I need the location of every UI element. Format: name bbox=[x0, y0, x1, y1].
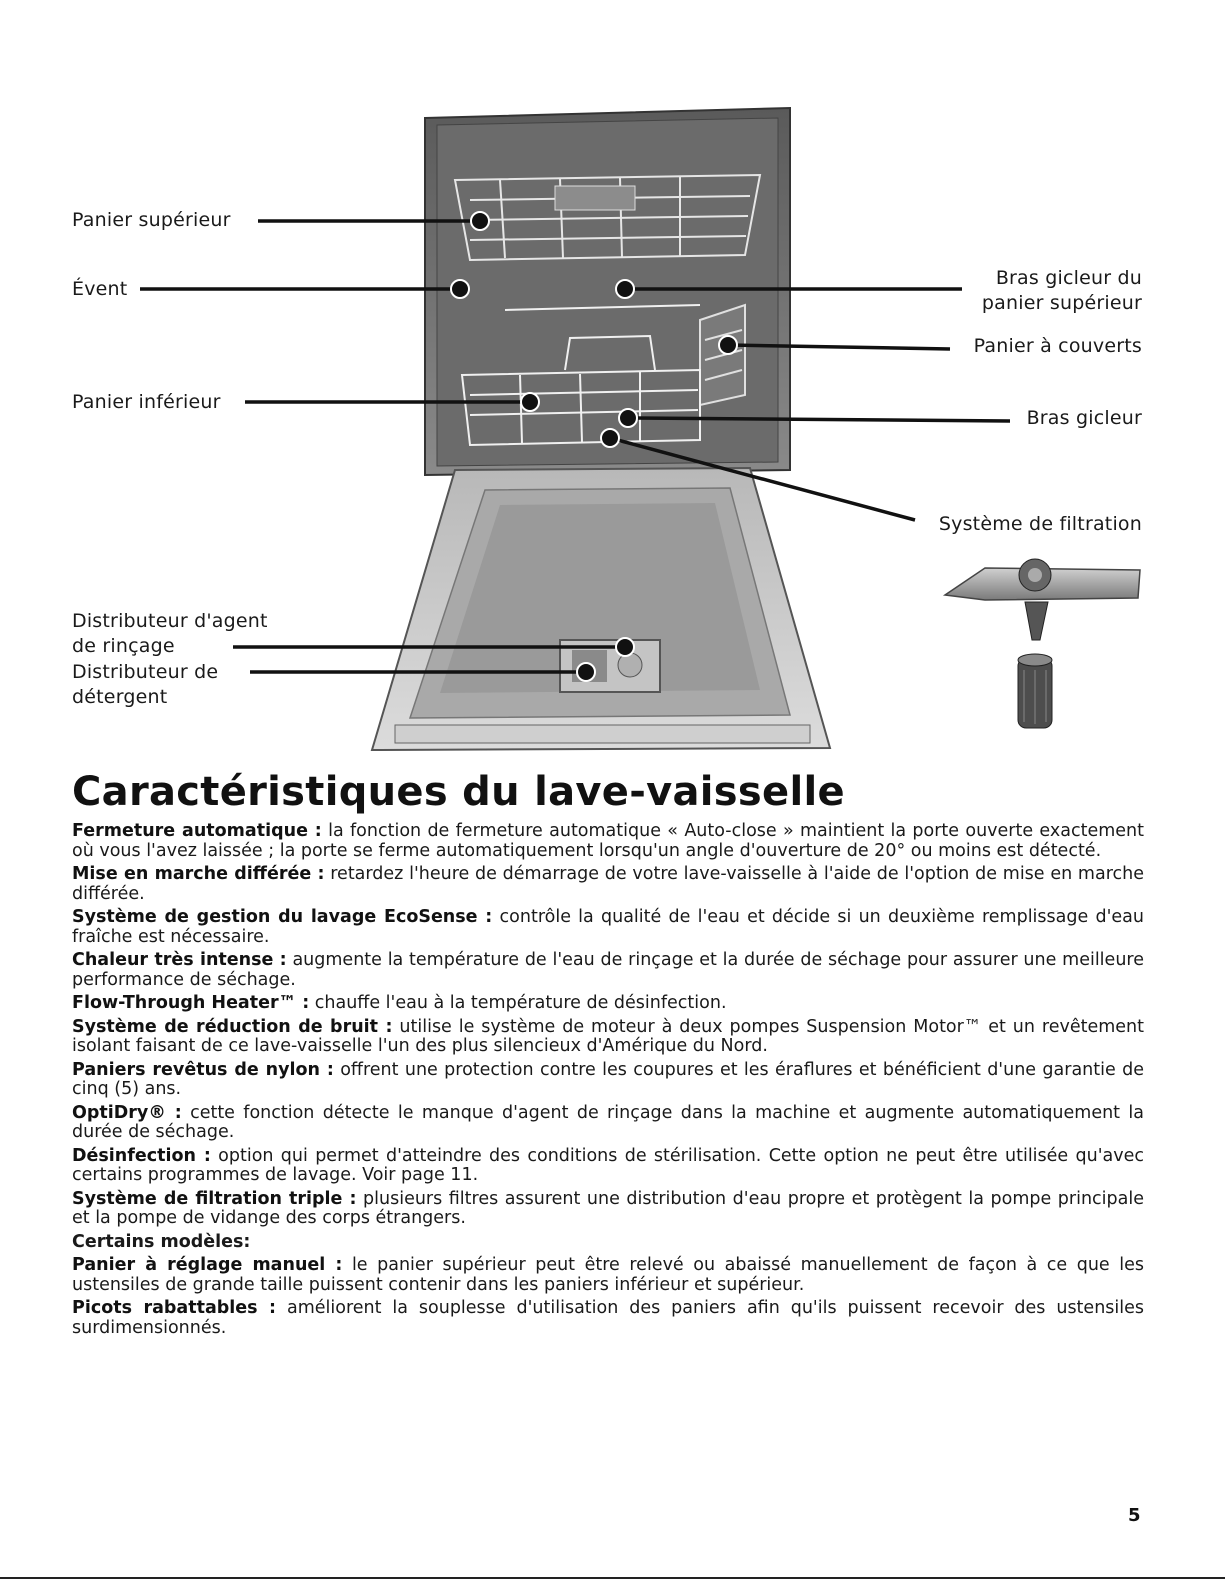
label-rinse-dispenser-line-2: de rinçage bbox=[72, 635, 175, 657]
label-upper-spray-arm bbox=[960, 266, 1142, 316]
feature-item bbox=[72, 951, 1144, 990]
feature-term: Flow-Through Heater™ : bbox=[72, 993, 310, 1013]
features-list bbox=[72, 822, 1144, 1342]
feature-text: retardez l'heure de démarrage de votre lave-vaisselle à l'aide de l'option de mise en marche différée. bbox=[72, 864, 1144, 904]
silverware-basket-graphic bbox=[700, 305, 745, 405]
feature-term: Désinfection : bbox=[72, 1145, 211, 1166]
feature-text: augmente la température de l'eau de rinçage et la durée de séchage pour assurer une meilleure performance de séchage. bbox=[72, 950, 1144, 990]
dishwasher-photo bbox=[372, 108, 830, 750]
label-upper-rack: Panier supérieur bbox=[72, 209, 231, 231]
feature-item bbox=[72, 994, 1144, 1014]
feature-term: Panier à réglage manuel : bbox=[72, 1255, 343, 1275]
feature-term: Picots rabattables : bbox=[72, 1298, 277, 1318]
feature-item bbox=[72, 1147, 1144, 1186]
feature-text: améliorent la souplesse d'utilisation des paniers afin qu'ils puissent recevoir des ustensiles surdimensionnés. bbox=[72, 1298, 1145, 1338]
filtration-system-graphic bbox=[945, 559, 1140, 728]
feature-text: plusieurs filtres assurent une distribution d'eau propre et protègent la pompe principale et la pompe de vidange des corps étrangers. bbox=[72, 1188, 1144, 1228]
label-detergent-dispenser-line-2: détergent bbox=[72, 686, 168, 708]
feature-term: Chaleur très intense : bbox=[72, 950, 287, 970]
some-models-heading: Certains modèles: bbox=[72, 1231, 251, 1252]
label-upper-spray-arm-line-2: panier supérieur bbox=[981, 292, 1142, 314]
feature-term: Fermeture automatique : bbox=[72, 821, 322, 841]
feature-text: chauffe l'eau à la température de désinfection. bbox=[309, 993, 727, 1013]
feature-item bbox=[72, 1018, 1144, 1057]
label-detergent-dispenser bbox=[72, 660, 218, 710]
feature-item bbox=[72, 1104, 1144, 1143]
feature-term: Système de réduction de bruit : bbox=[72, 1016, 393, 1037]
feature-text: le panier supérieur peut être relevé ou abaissé manuellement de façon à ce que les ustensiles de grande taille puissent contenir dans les paniers inférieur et supérieur. bbox=[72, 1255, 1144, 1295]
feature-item bbox=[72, 865, 1144, 904]
page-number: 5 bbox=[1128, 1505, 1141, 1526]
feature-term: Système de filtration triple : bbox=[72, 1188, 357, 1209]
feature-text: cette fonction détecte le manque d'agent de rinçage dans la machine et augmente automatiquement la durée de séchage. bbox=[72, 1102, 1144, 1142]
feature-item bbox=[72, 1256, 1144, 1295]
label-rinse-dispenser bbox=[72, 609, 268, 659]
feature-text: utilise le système de moteur à deux pompes Suspension Motor™ et un revêtement isolant faisant de ce lave-vaisselle l'un des plus silencieux d'Amérique du Nord. bbox=[72, 1016, 1144, 1056]
feature-term: Système de gestion du lavage EcoSense : bbox=[72, 907, 493, 927]
feature-term: OptiDry® : bbox=[72, 1102, 182, 1123]
feature-text: option qui permet d'atteindre des conditions de stérilisation. Cette option ne peut être utilisée qu'avec certains programmes de lavage. Voir page 11. bbox=[72, 1145, 1144, 1185]
feature-item bbox=[72, 908, 1144, 947]
label-silverware-basket: Panier à couverts bbox=[973, 335, 1142, 357]
feature-text: contrôle la qualité de l'eau et décide si un deuxième remplissage d'eau fraîche est nécessaire. bbox=[72, 907, 1144, 947]
feature-text: offrent une protection contre les coupures et les éraflures et bénéficient d'une garantie de cinq (5) ans. bbox=[72, 1059, 1144, 1099]
feature-item bbox=[72, 1299, 1144, 1338]
label-vent: Évent bbox=[72, 278, 128, 300]
feature-item bbox=[72, 822, 1144, 861]
label-lower-rack: Panier inférieur bbox=[72, 391, 221, 413]
feature-item bbox=[72, 1190, 1144, 1229]
label-spray-arm: Bras gicleur bbox=[1026, 407, 1142, 429]
feature-text: la fonction de fermeture automatique « Auto-close » maintient la porte ouverte exactement où vous l'avez laissée ; la porte se ferme automatiquement lorsqu'un angle d'ouverture de 20° ou moins est détecté. bbox=[72, 821, 1144, 861]
label-detergent-dispenser-line-1: Distributeur de bbox=[72, 661, 219, 683]
bottom-rule bbox=[0, 1577, 1225, 1579]
feature-term: Paniers revêtus de nylon : bbox=[72, 1059, 334, 1080]
feature-term: Mise en marche différée : bbox=[72, 864, 325, 884]
page-title: Caractéristiques du lave-vaisselle bbox=[72, 769, 845, 815]
label-upper-spray-arm-line-1: Bras gicleur du bbox=[995, 267, 1142, 289]
label-rinse-dispenser-line-1: Distributeur d'agent bbox=[72, 610, 268, 632]
label-filtration-system: Système de filtration bbox=[938, 513, 1142, 535]
feature-item bbox=[72, 1061, 1144, 1100]
